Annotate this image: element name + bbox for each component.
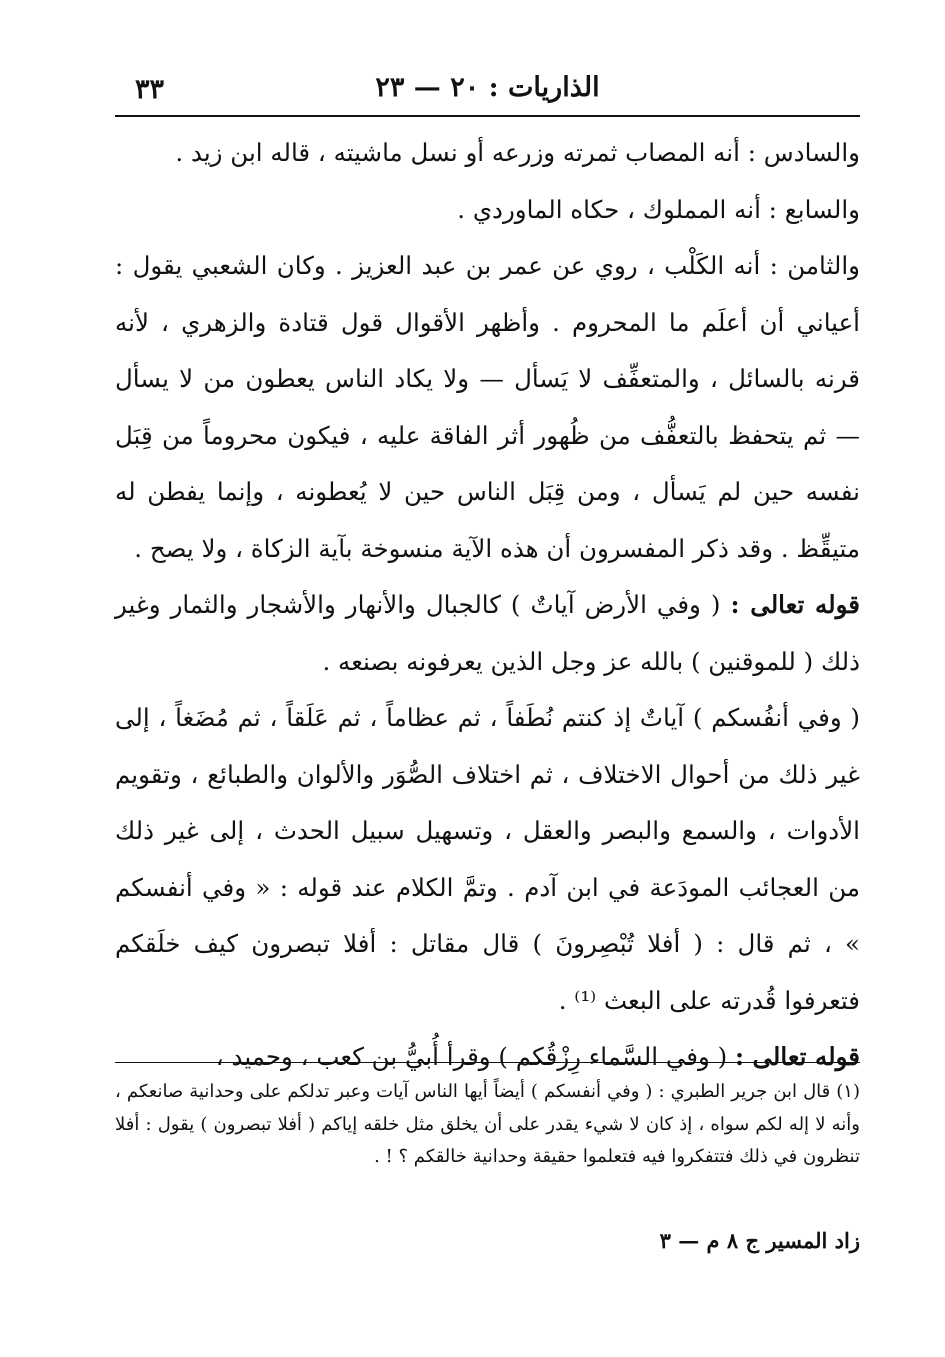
verse-sky-text: ( وفي السَّماء رِزْقُكم ) وقرأ أُبيُّ بن كعب ، وحميد ، (215, 1042, 735, 1071)
paragraph-verse-earth (115, 577, 860, 690)
footnote-divider (115, 1062, 860, 1063)
paragraph-verse-selves (115, 690, 860, 1029)
paragraph-sixth: والسادس : أنه المصاب ثمرته وزرعه أو نسل ماشيته ، قاله ابن زيد . (175, 138, 860, 167)
page-number: ٣٣ (135, 74, 165, 105)
verse-selves-text: ( وفي أنفُسكم ) آياتٌ إذ كنتم نُطَفاً ، ثم عظاماً ، ثم عَلَقاً ، ثم مُضَغاً ، إلى غير ذلك من أحوال الاختلاف ، ثم اختلاف الصُّوَر والألوان والطبائع ، وتقويم الأدوات ، والسمع والبصر والعقل ، وتسهيل سبيل الحدث ، إلى غير ذلك من العجائب المودَعة في ابن آدم . وتمَّ الكلام عند قوله : « وفي أنفسكم » ، ثم قال : ( أفلا تُبْصِرونَ ) قال مقاتل : أفلا تبصرون كيف خلَقكم فتعرفوا قُدرته على البعث (115, 703, 860, 1015)
main-text (115, 125, 860, 1086)
running-title: الذاريات : ٢٠ — ٢٣ (375, 72, 600, 103)
book-page (115, 60, 860, 1350)
signature-line: زاد المسير ج ٨ م — ٣ (659, 1228, 860, 1253)
verse-earth-text: ( وفي الأرض آياتٌ ) كالجبال والأنهار والأشجار والثمار وغير ذلك ( للموقنين ) بالله عز وجل الذين يعرفونه بصنعه . (115, 590, 860, 676)
paragraph-eighth: والثامن : أنه الكَلْب ، روي عن عمر بن عبد العزيز . وكان الشعبي يقول : أعياني أن أعلَم ما المحروم . وأظهر الأقوال قول قتادة والزهري ، لأنه قرنه بالسائل ، والمتعفِّف لا يَسأل — ولا يكاد الناس يعطون من لا يسأل — ثم يتحفظ بالتعفُّف من ظُهور أثر الفاقة عليه ، فيكون محروماً من قِبَل نفسه حين لم يَسأل ، ومن قِبَل الناس حين لا يُعطونه ، وإنما يفطن له متيقِّظ . وقد ذكر المفسرون أن هذه الآية منسوخة بآية الزكاة ، ولا يصح . (115, 251, 860, 563)
verse-lead-label: قوله تعالى : (730, 590, 861, 619)
footnote-1: (١) قال ابن جرير الطبري : ( وفي أنفسكم ) أيضاً أيها الناس آيات وعبر تدلكم على وحدانية صانعكم ، وأنه لا إله لكم سواه ، إذ كان لا شيء يقدر على أن يخلق مثل خلقه إياكم ( أفلا تبصرون ) يقول : أفلا تنظرون في ذلك فتتفكروا فيه فتعلموا حقيقة وحدانية خالقكم ؟ ! . (115, 1081, 860, 1167)
paragraph-seventh: والسابع : أنه المملوك ، حكاه الماوردي . (457, 194, 860, 224)
page-header (115, 60, 860, 117)
footnotes (115, 1076, 860, 1174)
verse-lead-label: قوله تعالى : (734, 1042, 860, 1071)
footnote-ref: ⁽¹⁾ . (558, 985, 604, 1015)
